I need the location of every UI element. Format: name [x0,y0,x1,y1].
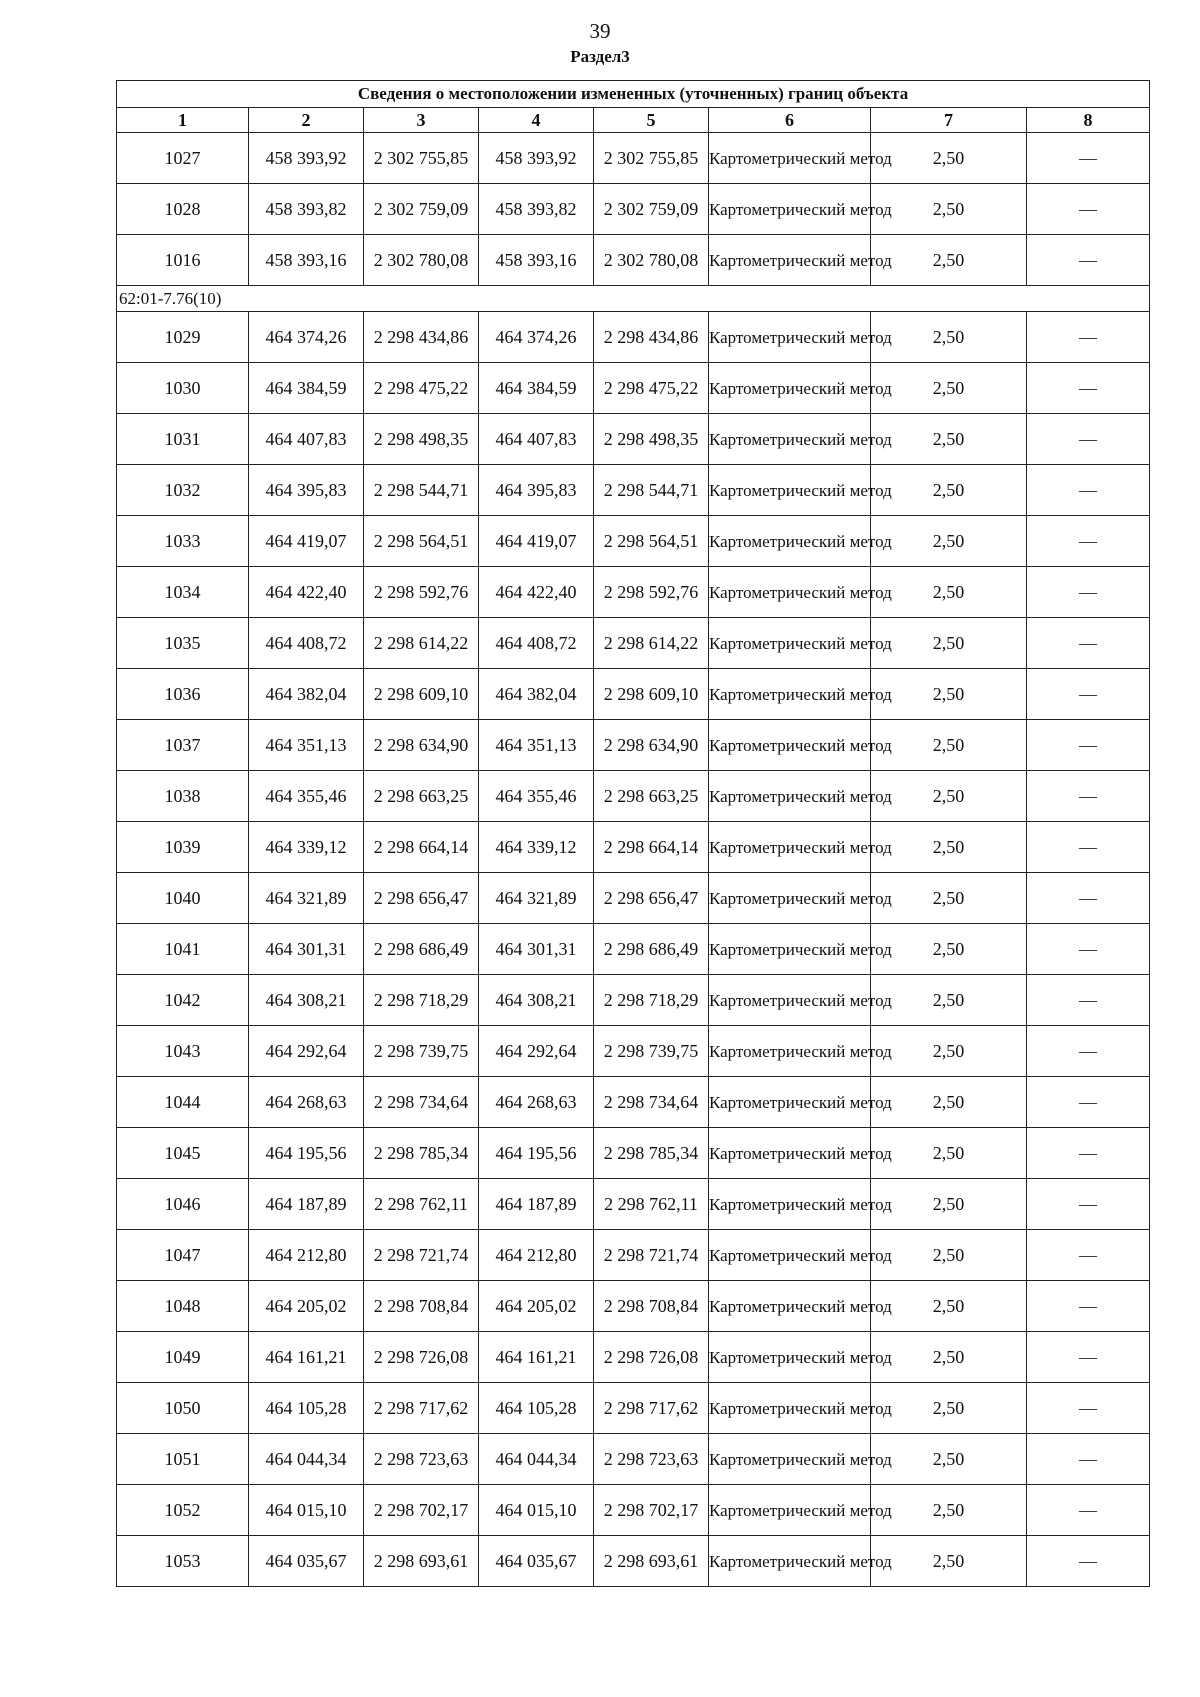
y-coordinate-cell: 2 298 634,90 [364,720,479,771]
description-cell: — [1027,975,1150,1026]
y-coordinate-cell: 2 298 634,90 [594,720,709,771]
point-number-cell: 1028 [117,184,249,235]
table-row [117,669,1150,720]
point-number-cell: 1032 [117,465,249,516]
point-number-cell: 1053 [117,1536,249,1587]
y-coordinate-cell: 2 298 702,17 [594,1485,709,1536]
table-row [117,363,1150,414]
section-title: Раздел3 [570,47,630,66]
accuracy-cell: 2,50 [871,1077,1027,1128]
x-coordinate-cell: 464 035,67 [249,1536,364,1587]
y-coordinate-cell: 2 302 755,85 [364,133,479,184]
y-coordinate-cell: 2 298 564,51 [594,516,709,567]
accuracy-cell: 2,50 [871,822,1027,873]
x-coordinate-cell: 464 161,21 [479,1332,594,1383]
accuracy-cell: 2,50 [871,924,1027,975]
group-row [117,286,1150,312]
table-row [117,1485,1150,1536]
x-coordinate-cell: 464 374,26 [479,312,594,363]
accuracy-cell: 2,50 [871,414,1027,465]
y-coordinate-cell: 2 298 726,08 [594,1332,709,1383]
x-coordinate-cell: 464 419,07 [479,516,594,567]
table-row [117,1281,1150,1332]
accuracy-cell: 2,50 [871,1230,1027,1281]
point-number-cell: 1033 [117,516,249,567]
point-number-cell: 1034 [117,567,249,618]
x-coordinate-cell: 464 321,89 [479,873,594,924]
y-coordinate-cell: 2 302 780,08 [364,235,479,286]
table-row [117,1332,1150,1383]
method-cell: Картометрический метод [709,516,871,567]
x-coordinate-cell: 464 044,34 [479,1434,594,1485]
accuracy-cell: 2,50 [871,669,1027,720]
y-coordinate-cell: 2 298 475,22 [364,363,479,414]
x-coordinate-cell: 464 382,04 [479,669,594,720]
point-number-cell: 1035 [117,618,249,669]
description-cell: — [1027,363,1150,414]
y-coordinate-cell: 2 298 614,22 [594,618,709,669]
x-coordinate-cell: 464 407,83 [249,414,364,465]
y-coordinate-cell: 2 298 739,75 [364,1026,479,1077]
method-cell: Картометрический метод [709,1179,871,1230]
method-cell: Картометрический метод [709,1128,871,1179]
x-coordinate-cell: 464 212,80 [249,1230,364,1281]
x-coordinate-cell: 464 205,02 [479,1281,594,1332]
description-cell: — [1027,1383,1150,1434]
y-coordinate-cell: 2 298 693,61 [594,1536,709,1587]
x-coordinate-cell: 464 384,59 [479,363,594,414]
method-cell: Картометрический метод [709,1383,871,1434]
x-coordinate-cell: 458 393,16 [249,235,364,286]
y-coordinate-cell: 2 302 780,08 [594,235,709,286]
table-row [117,1128,1150,1179]
accuracy-cell: 2,50 [871,133,1027,184]
table-row [117,312,1150,363]
description-cell: — [1027,1434,1150,1485]
y-coordinate-cell: 2 298 739,75 [594,1026,709,1077]
x-coordinate-cell: 464 395,83 [249,465,364,516]
x-coordinate-cell: 464 268,63 [249,1077,364,1128]
description-cell: — [1027,1128,1150,1179]
point-number-cell: 1052 [117,1485,249,1536]
accuracy-cell: 2,50 [871,312,1027,363]
y-coordinate-cell: 2 298 592,76 [594,567,709,618]
description-cell: — [1027,618,1150,669]
point-number-cell: 1030 [117,363,249,414]
column-header: 8 [1027,108,1150,133]
y-coordinate-cell: 2 298 663,25 [594,771,709,822]
x-coordinate-cell: 464 339,12 [249,822,364,873]
point-number-cell: 1043 [117,1026,249,1077]
point-number-cell: 1048 [117,1281,249,1332]
point-number-cell: 1039 [117,822,249,873]
accuracy-cell: 2,50 [871,235,1027,286]
x-coordinate-cell: 464 212,80 [479,1230,594,1281]
table-row [117,1536,1150,1587]
description-cell: — [1027,235,1150,286]
accuracy-cell: 2,50 [871,975,1027,1026]
table-row [117,822,1150,873]
column-header: 4 [479,108,594,133]
point-number-cell: 1044 [117,1077,249,1128]
boundary-coordinates-table [116,80,1150,1587]
accuracy-cell: 2,50 [871,1179,1027,1230]
x-coordinate-cell: 464 351,13 [479,720,594,771]
method-cell: Картометрический метод [709,1026,871,1077]
description-cell: — [1027,516,1150,567]
table-row [117,465,1150,516]
method-cell: Картометрический метод [709,363,871,414]
point-number-cell: 1037 [117,720,249,771]
x-coordinate-cell: 464 407,83 [479,414,594,465]
x-coordinate-cell: 464 321,89 [249,873,364,924]
description-cell: — [1027,184,1150,235]
method-cell: Картометрический метод [709,822,871,873]
table-row [117,1077,1150,1128]
table-row [117,1230,1150,1281]
method-cell: Картометрический метод [709,1230,871,1281]
description-cell: — [1027,822,1150,873]
method-cell: Картометрический метод [709,1536,871,1587]
accuracy-cell: 2,50 [871,720,1027,771]
accuracy-cell: 2,50 [871,1536,1027,1587]
x-coordinate-cell: 464 187,89 [249,1179,364,1230]
y-coordinate-cell: 2 298 564,51 [364,516,479,567]
method-cell: Картометрический метод [709,414,871,465]
description-cell: — [1027,1281,1150,1332]
x-coordinate-cell: 458 393,92 [249,133,364,184]
table-caption: Сведения о местоположении измененных (уточненных) границ объекта [117,81,1150,108]
method-cell: Картометрический метод [709,1332,871,1383]
y-coordinate-cell: 2 298 721,74 [594,1230,709,1281]
x-coordinate-cell: 464 195,56 [249,1128,364,1179]
method-cell: Картометрический метод [709,1077,871,1128]
table-row [117,414,1150,465]
description-cell: — [1027,1332,1150,1383]
column-header: 3 [364,108,479,133]
x-coordinate-cell: 464 205,02 [249,1281,364,1332]
y-coordinate-cell: 2 302 759,09 [594,184,709,235]
x-coordinate-cell: 464 268,63 [479,1077,594,1128]
method-cell: Картометрический метод [709,1434,871,1485]
x-coordinate-cell: 464 105,28 [479,1383,594,1434]
accuracy-cell: 2,50 [871,1128,1027,1179]
description-cell: — [1027,720,1150,771]
y-coordinate-cell: 2 298 656,47 [364,873,479,924]
point-number-cell: 1042 [117,975,249,1026]
x-coordinate-cell: 464 195,56 [479,1128,594,1179]
x-coordinate-cell: 464 422,40 [479,567,594,618]
point-number-cell: 1046 [117,1179,249,1230]
page-number: 39 [589,19,611,43]
point-number-cell: 1051 [117,1434,249,1485]
y-coordinate-cell: 2 298 762,11 [594,1179,709,1230]
description-cell: — [1027,465,1150,516]
x-coordinate-cell: 458 393,82 [479,184,594,235]
y-coordinate-cell: 2 298 592,76 [364,567,479,618]
point-number-cell: 1038 [117,771,249,822]
table-row [117,1026,1150,1077]
y-coordinate-cell: 2 302 755,85 [594,133,709,184]
x-coordinate-cell: 458 393,92 [479,133,594,184]
x-coordinate-cell: 464 187,89 [479,1179,594,1230]
y-coordinate-cell: 2 298 498,35 [594,414,709,465]
table-row [117,184,1150,235]
x-coordinate-cell: 464 355,46 [479,771,594,822]
column-header: 5 [594,108,709,133]
point-number-cell: 1041 [117,924,249,975]
description-cell: — [1027,414,1150,465]
y-coordinate-cell: 2 298 656,47 [594,873,709,924]
method-cell: Картометрический метод [709,924,871,975]
y-coordinate-cell: 2 298 614,22 [364,618,479,669]
y-coordinate-cell: 2 298 686,49 [594,924,709,975]
y-coordinate-cell: 2 298 664,14 [594,822,709,873]
accuracy-cell: 2,50 [871,1281,1027,1332]
x-coordinate-cell: 464 308,21 [479,975,594,1026]
point-number-cell: 1031 [117,414,249,465]
y-coordinate-cell: 2 298 785,34 [364,1128,479,1179]
method-cell: Картометрический метод [709,618,871,669]
description-cell: — [1027,312,1150,363]
table-row [117,235,1150,286]
column-header: 6 [709,108,871,133]
y-coordinate-cell: 2 298 663,25 [364,771,479,822]
method-cell: Картометрический метод [709,312,871,363]
column-header-row [117,108,1150,133]
x-coordinate-cell: 464 355,46 [249,771,364,822]
y-coordinate-cell: 2 298 723,63 [594,1434,709,1485]
group-label: 62:01-7.76(10) [117,286,1150,312]
accuracy-cell: 2,50 [871,184,1027,235]
x-coordinate-cell: 464 351,13 [249,720,364,771]
x-coordinate-cell: 464 395,83 [479,465,594,516]
description-cell: — [1027,1179,1150,1230]
table-row [117,133,1150,184]
x-coordinate-cell: 464 301,31 [249,924,364,975]
accuracy-cell: 2,50 [871,1434,1027,1485]
point-number-cell: 1036 [117,669,249,720]
accuracy-cell: 2,50 [871,363,1027,414]
description-cell: — [1027,1536,1150,1587]
x-coordinate-cell: 464 408,72 [249,618,364,669]
accuracy-cell: 2,50 [871,1026,1027,1077]
description-cell: — [1027,669,1150,720]
method-cell: Картометрический метод [709,1281,871,1332]
x-coordinate-cell: 464 384,59 [249,363,364,414]
method-cell: Картометрический метод [709,133,871,184]
y-coordinate-cell: 2 298 708,84 [594,1281,709,1332]
y-coordinate-cell: 2 298 718,29 [364,975,479,1026]
table-row [117,975,1150,1026]
y-coordinate-cell: 2 298 734,64 [364,1077,479,1128]
x-coordinate-cell: 464 105,28 [249,1383,364,1434]
column-header: 1 [117,108,249,133]
x-coordinate-cell: 464 044,34 [249,1434,364,1485]
column-header: 7 [871,108,1027,133]
x-coordinate-cell: 464 292,64 [249,1026,364,1077]
y-coordinate-cell: 2 298 498,35 [364,414,479,465]
x-coordinate-cell: 464 015,10 [249,1485,364,1536]
y-coordinate-cell: 2 298 726,08 [364,1332,479,1383]
point-number-cell: 1050 [117,1383,249,1434]
x-coordinate-cell: 464 419,07 [249,516,364,567]
x-coordinate-cell: 464 301,31 [479,924,594,975]
x-coordinate-cell: 464 161,21 [249,1332,364,1383]
accuracy-cell: 2,50 [871,1332,1027,1383]
method-cell: Картометрический метод [709,720,871,771]
description-cell: — [1027,567,1150,618]
accuracy-cell: 2,50 [871,465,1027,516]
description-cell: — [1027,1077,1150,1128]
description-cell: — [1027,924,1150,975]
y-coordinate-cell: 2 298 609,10 [594,669,709,720]
y-coordinate-cell: 2 302 759,09 [364,184,479,235]
description-cell: — [1027,1485,1150,1536]
x-coordinate-cell: 464 292,64 [479,1026,594,1077]
table-row [117,873,1150,924]
x-coordinate-cell: 464 382,04 [249,669,364,720]
y-coordinate-cell: 2 298 693,61 [364,1536,479,1587]
table-row [117,924,1150,975]
method-cell: Картометрический метод [709,567,871,618]
table-row [117,771,1150,822]
table-row [117,618,1150,669]
point-number-cell: 1016 [117,235,249,286]
table-row [117,1434,1150,1485]
y-coordinate-cell: 2 298 544,71 [594,465,709,516]
method-cell: Картометрический метод [709,465,871,516]
y-coordinate-cell: 2 298 762,11 [364,1179,479,1230]
description-cell: — [1027,873,1150,924]
method-cell: Картометрический метод [709,771,871,822]
accuracy-cell: 2,50 [871,1383,1027,1434]
accuracy-cell: 2,50 [871,516,1027,567]
y-coordinate-cell: 2 298 717,62 [594,1383,709,1434]
y-coordinate-cell: 2 298 708,84 [364,1281,479,1332]
point-number-cell: 1027 [117,133,249,184]
x-coordinate-cell: 458 393,16 [479,235,594,286]
method-cell: Картометрический метод [709,184,871,235]
x-coordinate-cell: 464 308,21 [249,975,364,1026]
table-row [117,516,1150,567]
y-coordinate-cell: 2 298 475,22 [594,363,709,414]
accuracy-cell: 2,50 [871,618,1027,669]
method-cell: Картометрический метод [709,873,871,924]
accuracy-cell: 2,50 [871,771,1027,822]
point-number-cell: 1040 [117,873,249,924]
y-coordinate-cell: 2 298 434,86 [594,312,709,363]
y-coordinate-cell: 2 298 734,64 [594,1077,709,1128]
accuracy-cell: 2,50 [871,873,1027,924]
y-coordinate-cell: 2 298 664,14 [364,822,479,873]
description-cell: — [1027,771,1150,822]
method-cell: Картометрический метод [709,235,871,286]
y-coordinate-cell: 2 298 609,10 [364,669,479,720]
table-row [117,567,1150,618]
y-coordinate-cell: 2 298 717,62 [364,1383,479,1434]
table-row [117,720,1150,771]
accuracy-cell: 2,50 [871,567,1027,618]
point-number-cell: 1029 [117,312,249,363]
y-coordinate-cell: 2 298 718,29 [594,975,709,1026]
y-coordinate-cell: 2 298 721,74 [364,1230,479,1281]
y-coordinate-cell: 2 298 723,63 [364,1434,479,1485]
y-coordinate-cell: 2 298 785,34 [594,1128,709,1179]
table-row [117,1179,1150,1230]
x-coordinate-cell: 464 035,67 [479,1536,594,1587]
method-cell: Картометрический метод [709,669,871,720]
point-number-cell: 1045 [117,1128,249,1179]
description-cell: — [1027,133,1150,184]
y-coordinate-cell: 2 298 686,49 [364,924,479,975]
description-cell: — [1027,1230,1150,1281]
x-coordinate-cell: 464 339,12 [479,822,594,873]
method-cell: Картометрический метод [709,1485,871,1536]
point-number-cell: 1049 [117,1332,249,1383]
x-coordinate-cell: 464 408,72 [479,618,594,669]
y-coordinate-cell: 2 298 434,86 [364,312,479,363]
y-coordinate-cell: 2 298 544,71 [364,465,479,516]
x-coordinate-cell: 464 015,10 [479,1485,594,1536]
accuracy-cell: 2,50 [871,1485,1027,1536]
table-row [117,1383,1150,1434]
y-coordinate-cell: 2 298 702,17 [364,1485,479,1536]
x-coordinate-cell: 464 422,40 [249,567,364,618]
table-body [117,133,1150,1587]
column-header: 2 [249,108,364,133]
point-number-cell: 1047 [117,1230,249,1281]
method-cell: Картометрический метод [709,975,871,1026]
x-coordinate-cell: 458 393,82 [249,184,364,235]
x-coordinate-cell: 464 374,26 [249,312,364,363]
description-cell: — [1027,1026,1150,1077]
